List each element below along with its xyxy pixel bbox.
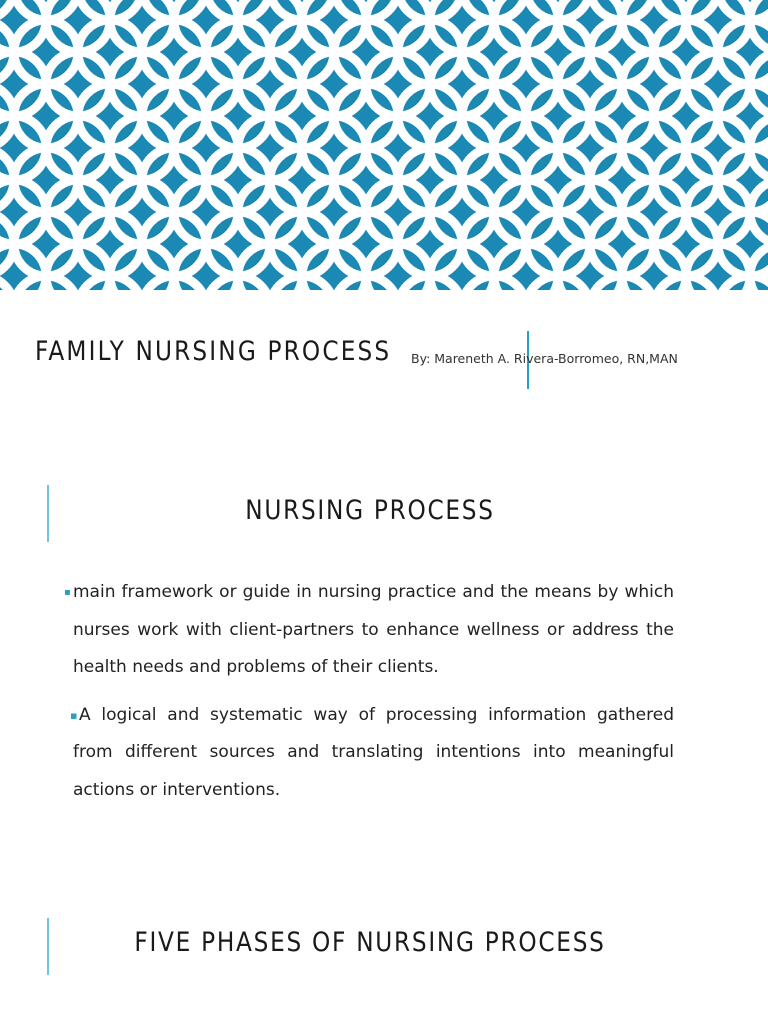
bullet-text: main framework or guide in nursing practice and the means by which nurses work with client-partners to enhance wellness or address the health needs and problems of their clients. bbox=[73, 582, 674, 677]
square-bullet-icon: ▪ bbox=[70, 708, 78, 722]
square-bullet-icon: ▪ bbox=[64, 587, 71, 598]
list-item bbox=[64, 574, 674, 687]
slide3-title: FIVE PHASES OF NURSING PROCESS bbox=[134, 927, 606, 958]
interlocking-circles-pattern bbox=[0, 0, 768, 290]
presentation-title: FAMILY NURSING PROCESS bbox=[35, 336, 392, 367]
bullet-list bbox=[64, 574, 674, 819]
list-item bbox=[70, 697, 674, 810]
slide2-title: NURSING PROCESS bbox=[245, 495, 495, 526]
slide3-accent-bar bbox=[47, 918, 49, 975]
author-byline: By: Mareneth A. Rivera-Borromeo, RN,MAN bbox=[411, 351, 678, 366]
decorative-pattern-banner bbox=[0, 0, 768, 290]
bullet-text: A logical and systematic way of processing information gathered from different sources and translating intentions into meaningful actions or interventions. bbox=[73, 704, 674, 800]
slide2-accent-bar bbox=[47, 485, 49, 542]
